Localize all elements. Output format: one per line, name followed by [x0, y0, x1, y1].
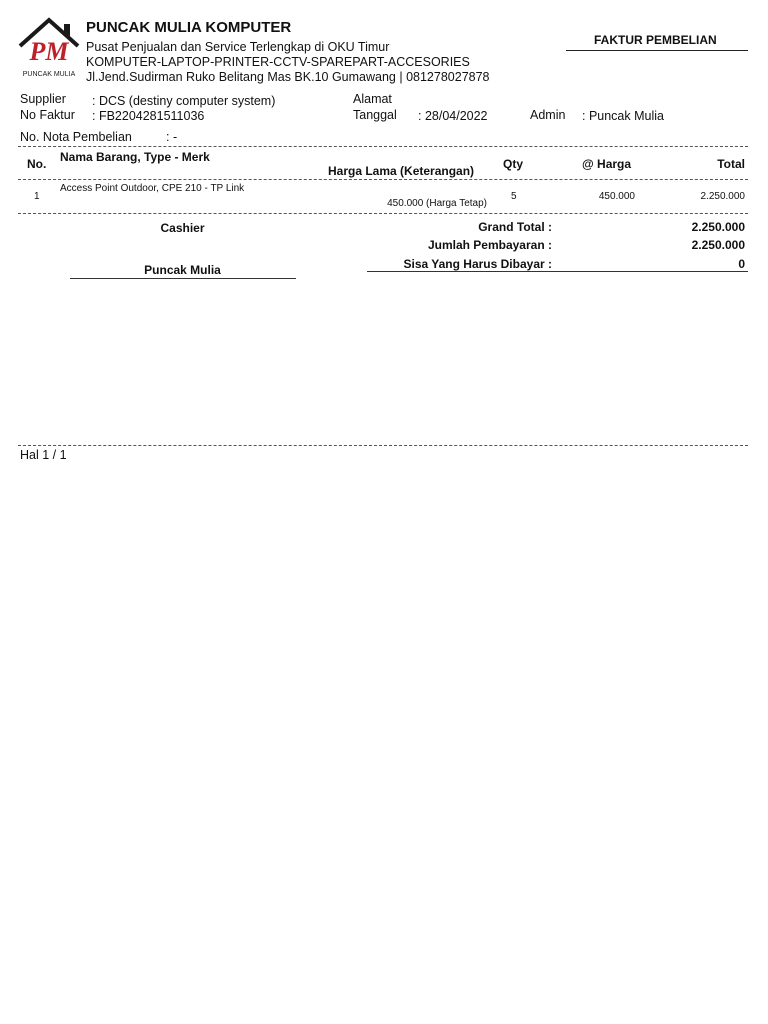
jumlah-pembayaran-label: Jumlah Pembayaran :: [427, 238, 552, 252]
faktur-value: : FB2204281511036: [92, 109, 205, 123]
logo-monogram: PM: [29, 37, 69, 66]
grand-total-label: Grand Total :: [478, 220, 552, 234]
nota-value: : -: [166, 130, 178, 144]
table-bottom-rule: [18, 213, 748, 214]
row-total: 2.250.000: [700, 191, 745, 202]
company-products: KOMPUTER-LAPTOP-PRINTER-CCTV-SPAREPART-ACCESORIES: [86, 55, 470, 69]
supplier-label: Supplier: [20, 92, 66, 106]
col-header-harga: @ Harga: [582, 157, 632, 171]
nota-label: No. Nota Pembelian: [20, 130, 132, 144]
col-header-total: Total: [717, 157, 745, 171]
row-no: 1: [34, 191, 40, 202]
company-tagline: Pusat Penjualan dan Service Terlengkap di OKU Timur: [86, 40, 390, 54]
footer-rule: [18, 445, 748, 446]
cashier-signature-line: [70, 278, 296, 279]
col-header-no: No.: [27, 157, 47, 171]
col-header-harga-lama: Harga Lama (Keterangan): [328, 164, 475, 178]
document-title: FAKTUR PEMBELIAN: [594, 33, 717, 47]
cashier-name: Puncak Mulia: [144, 263, 221, 277]
supplier-value: : DCS (destiny computer system): [92, 94, 276, 108]
row-nama: Access Point Outdoor, CPE 210 - TP Link: [60, 183, 245, 194]
col-header-qty: Qty: [503, 157, 524, 171]
jumlah-pembayaran-value: 2.250.000: [691, 238, 745, 252]
table-top-rule: [18, 146, 748, 147]
col-header-nama: Nama Barang, Type - Merk: [60, 150, 210, 164]
sisa-value: 0: [738, 257, 745, 271]
logo-caption: PUNCAK MULIA: [22, 71, 76, 78]
grand-total-value: 2.250.000: [691, 220, 745, 234]
admin-label: Admin: [530, 108, 566, 122]
faktur-label: No Faktur: [20, 108, 75, 122]
company-logo: [18, 16, 80, 80]
summary-rule: [367, 271, 748, 272]
row-harga: 450.000: [598, 191, 635, 202]
admin-value: : Puncak Mulia: [582, 109, 664, 123]
tanggal-value: : 28/04/2022: [418, 109, 488, 123]
sisa-label: Sisa Yang Harus Dibayar :: [403, 257, 552, 271]
company-address: Jl.Jend.Sudirman Ruko Belitang Mas BK.10 Gumawang | 081278027878: [86, 70, 490, 84]
table-header-rule: [18, 179, 748, 180]
tanggal-label: Tanggal: [353, 108, 397, 122]
row-qty: 5: [511, 191, 517, 202]
company-name: PUNCAK MULIA KOMPUTER: [86, 19, 292, 36]
title-underline: [566, 50, 748, 51]
page-number: Hal 1 / 1: [20, 448, 67, 462]
row-harga-lama: 450.000 (Harga Tetap): [387, 198, 487, 209]
alamat-label: Alamat: [353, 92, 392, 106]
cashier-label: Cashier: [160, 221, 205, 235]
